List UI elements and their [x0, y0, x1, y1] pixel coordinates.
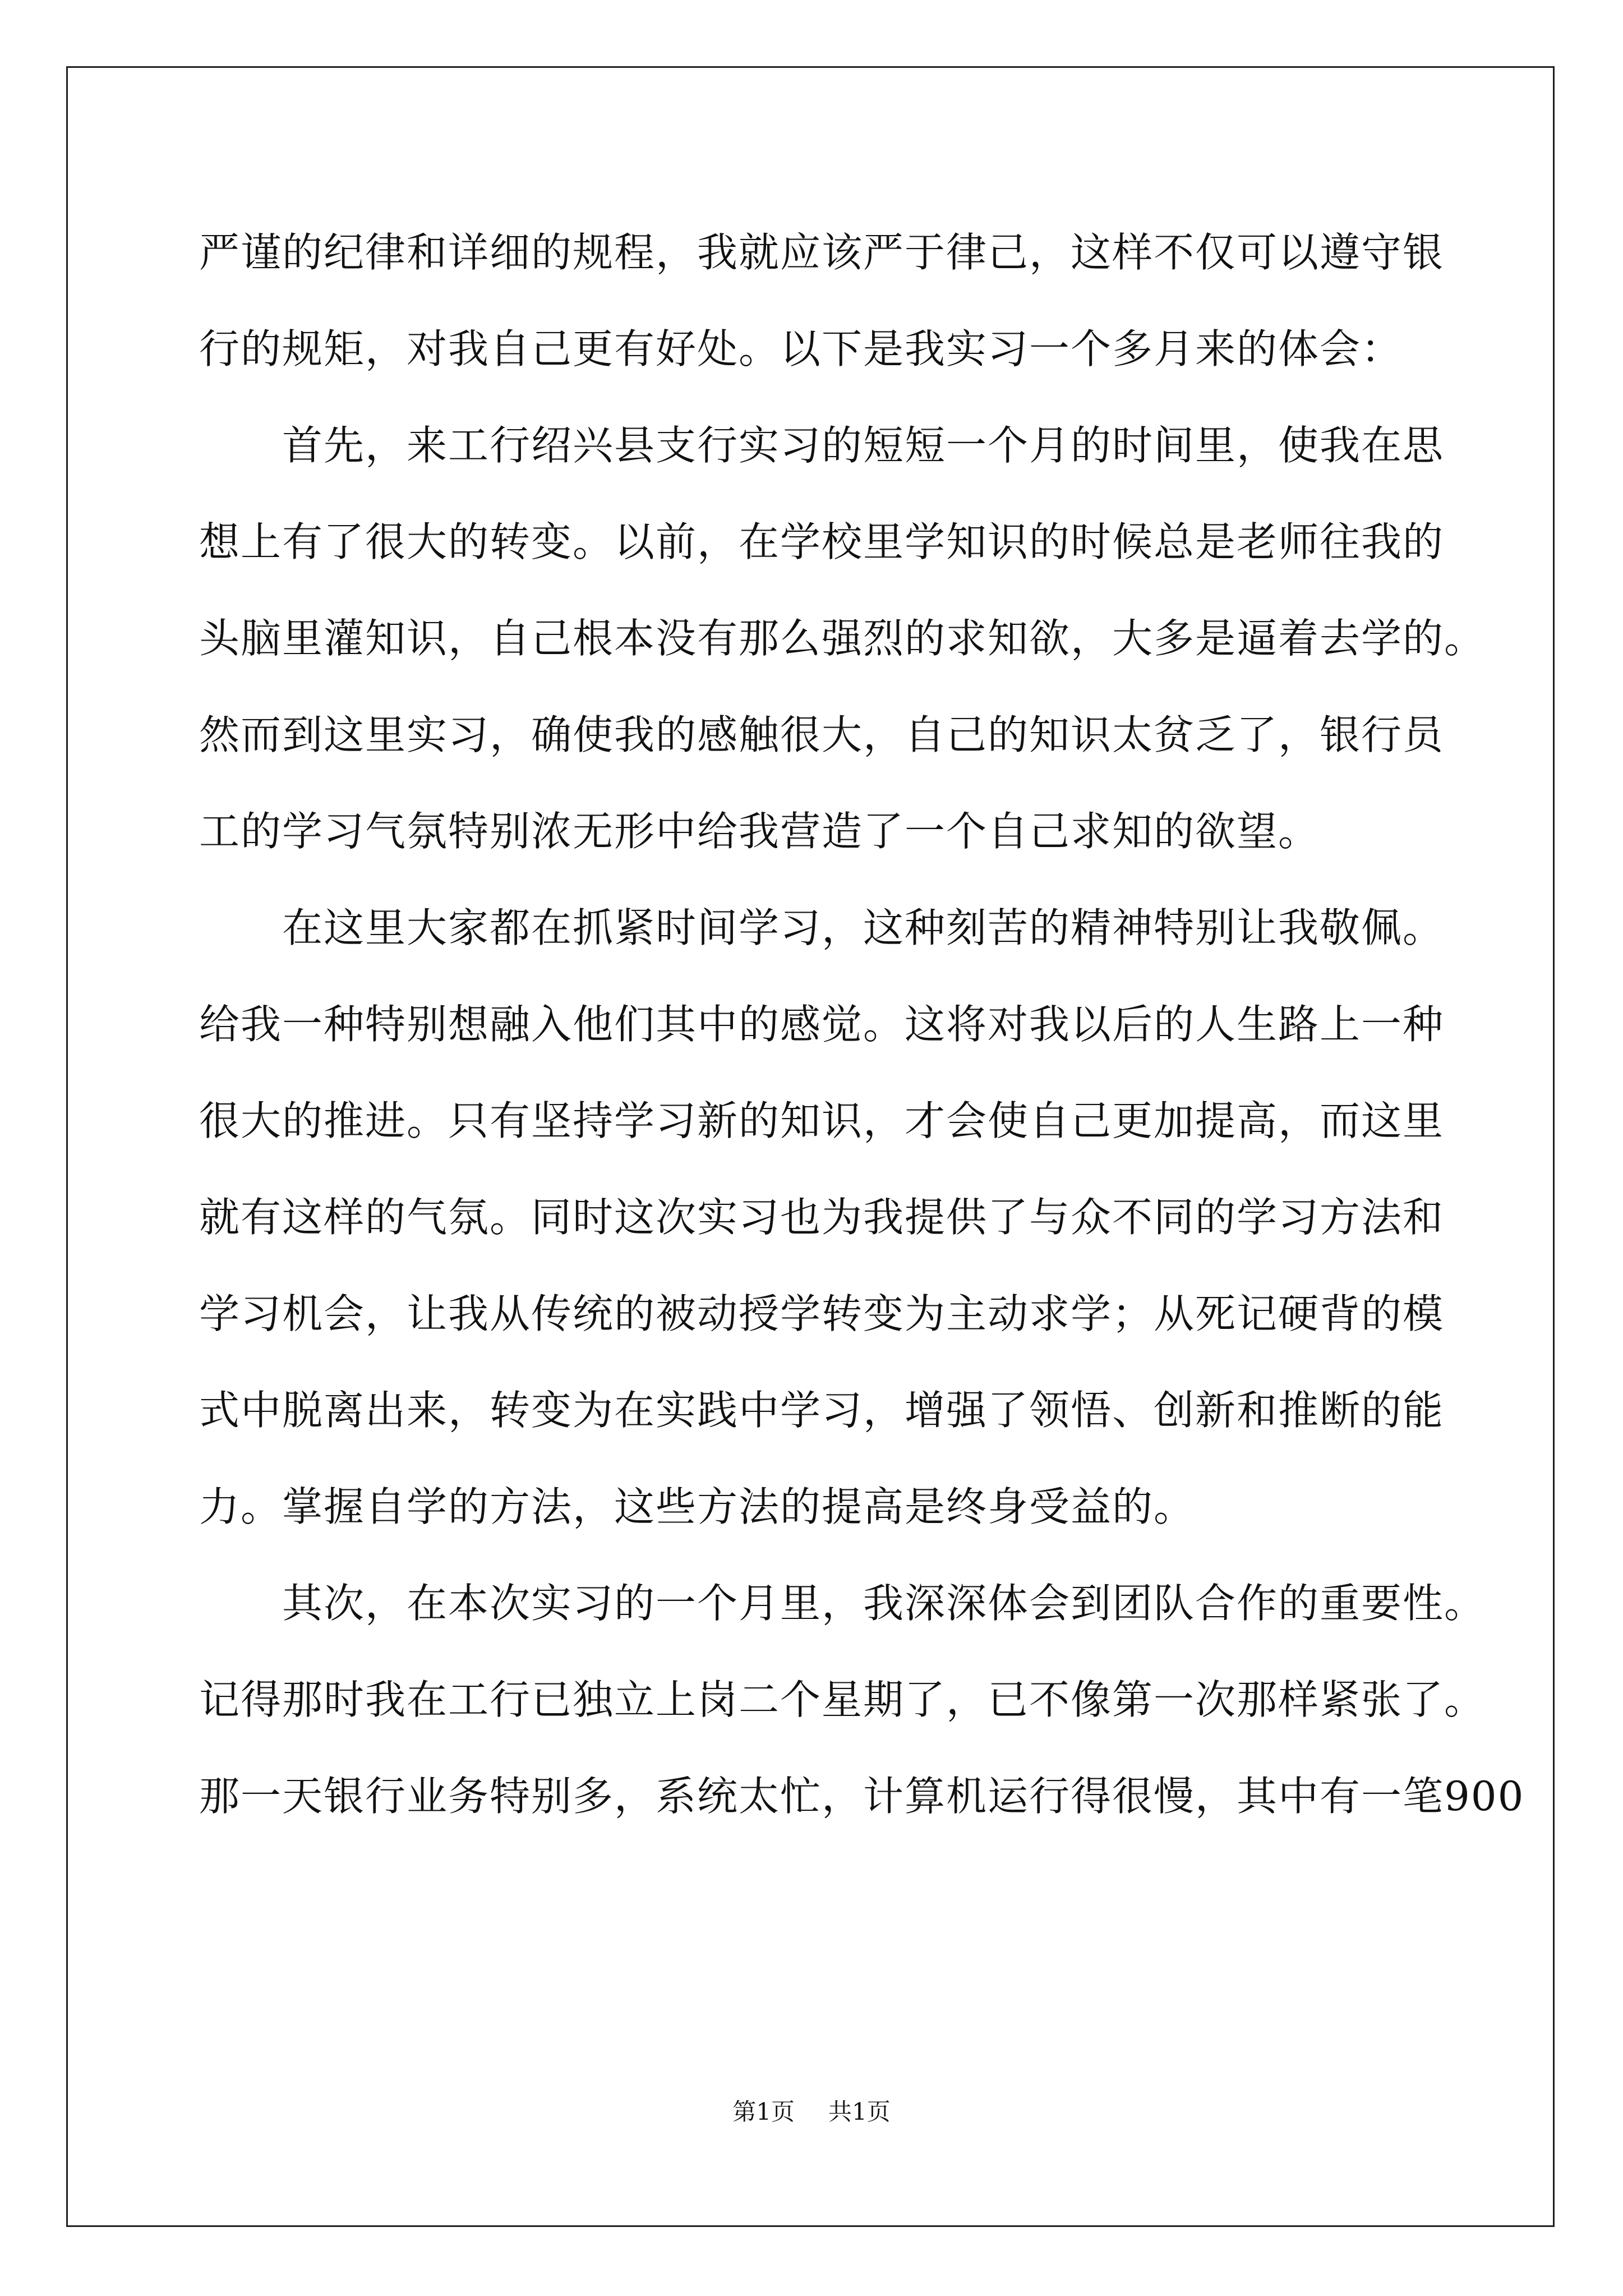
page-total: 共1页 [828, 2098, 891, 2125]
body-text-line: 头脑里灌知识，自己根本没有那么强烈的求知欲，大多是逼着去学的。 [199, 615, 1486, 662]
page-number: 第1页 [732, 2098, 795, 2125]
body-text-line: 很大的推进。只有坚持学习新的知识，才会使自己更加提高，而这里 [199, 1097, 1445, 1144]
body-text-line: 然而到这里实习，确使我的感触很大，自己的知识太贫乏了，银行员 [199, 711, 1445, 758]
body-text-line: 给我一种特别想融入他们其中的感觉。这将对我以后的人生路上一种 [199, 1001, 1445, 1048]
body-text-line: 记得那时我在工行已独立上岗二个星期了，已不像第一次那样紧张了。 [199, 1676, 1486, 1723]
body-text-line: 工的学习气氛特别浓无形中给我营造了一个自己求知的欲望。 [199, 808, 1320, 855]
body-text-line: 学习机会，让我从传统的被动授学转变为主动求学；从死记硬背的模 [199, 1290, 1445, 1337]
body-text-line: 那一天银行业务特别多，系统太忙，计算机运行得很慢，其中有一笔900 [199, 1773, 1525, 1820]
body-text-line: 严谨的纪律和详细的规程，我就应该严于律己，这样不仅可以遵守银 [199, 229, 1445, 276]
page-border [66, 66, 1555, 2227]
body-text-line: 其次，在本次实习的一个月里，我深深体会到团队合作的重要性。 [199, 1580, 1486, 1627]
body-text-line: 在这里大家都在抓紧时间学习，这种刻苦的精神特别让我敬佩。 [199, 904, 1445, 951]
body-text-line: 行的规矩，对我自己更有好处。以下是我实习一个多月来的体会： [199, 325, 1403, 372]
page-footer [0, 2095, 1623, 2129]
body-text-line: 式中脱离出来，转变为在实践中学习，增强了领悟、创新和推断的能 [199, 1387, 1445, 1434]
body-text-line: 力。掌握自学的方法，这些方法的提高是终身受益的。 [199, 1483, 1196, 1530]
body-text-line: 首先，来工行绍兴县支行实习的短短一个月的时间里，使我在思 [199, 422, 1445, 469]
body-text-line: 想上有了很大的转变。以前，在学校里学知识的时候总是老师往我的 [199, 518, 1445, 565]
body-text-line: 就有这样的气氛。同时这次实习也为我提供了与众不同的学习方法和 [199, 1194, 1445, 1241]
